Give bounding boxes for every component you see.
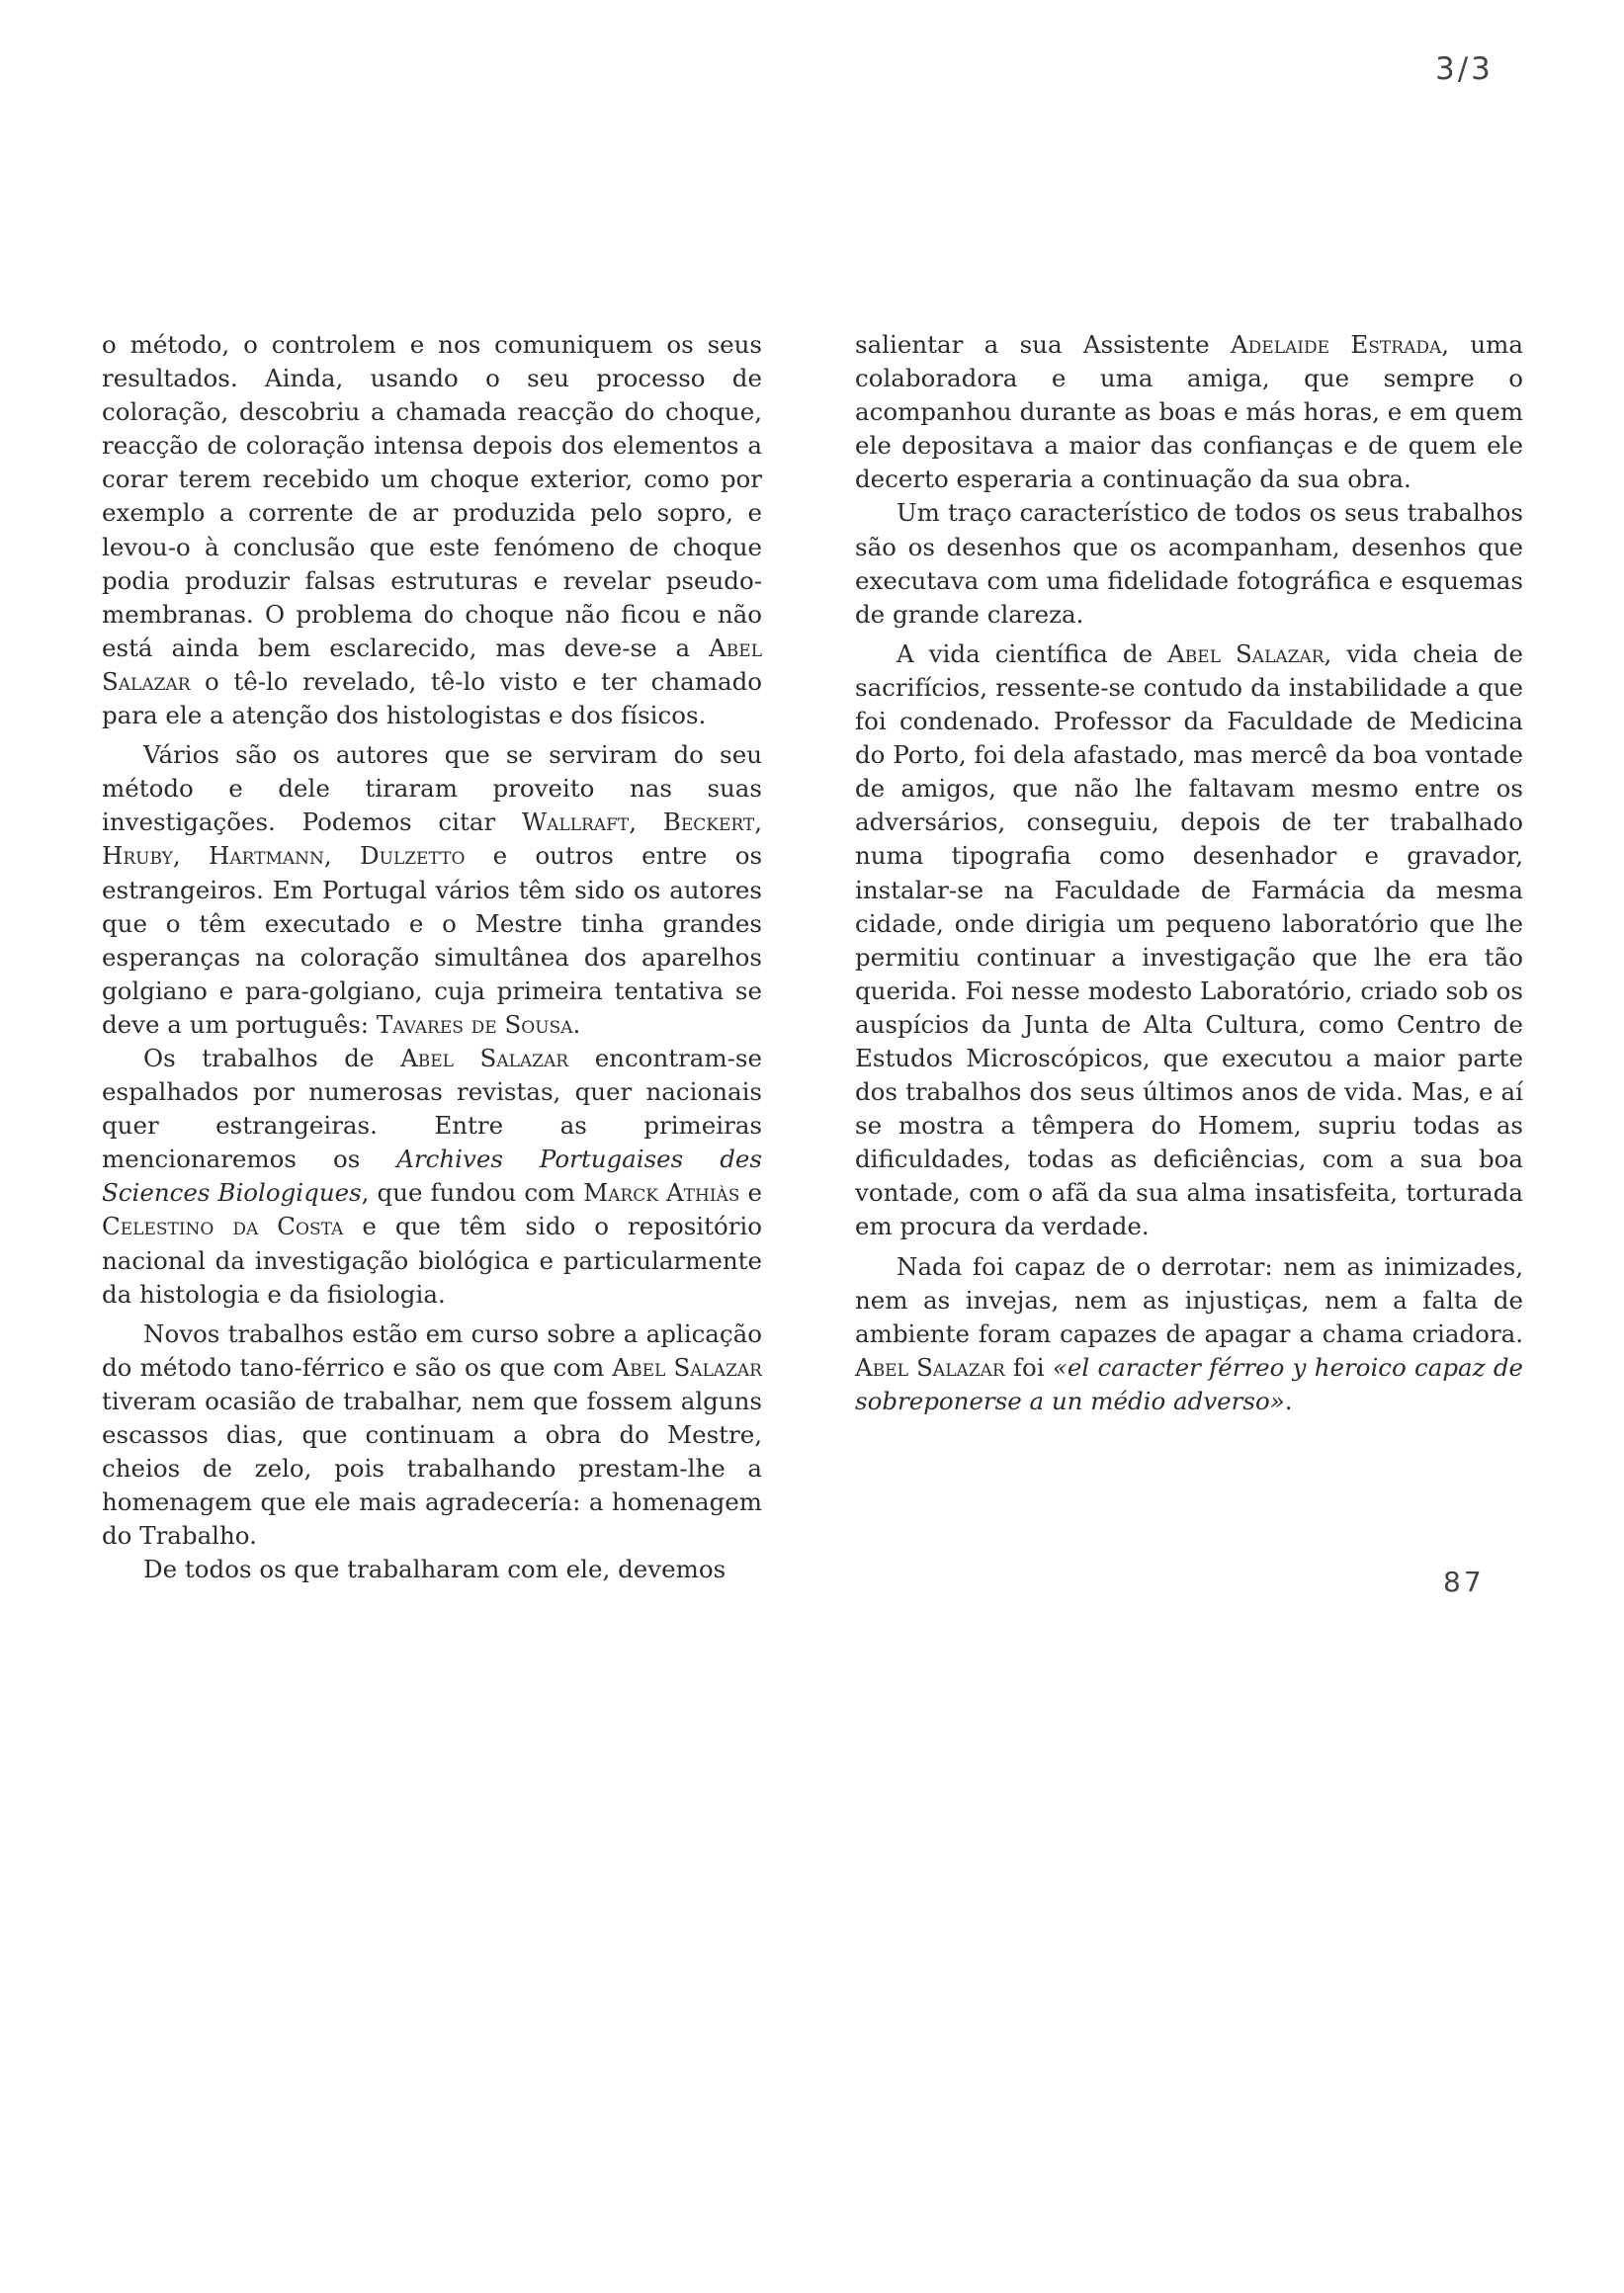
text-run: foi (1004, 1352, 1053, 1382)
paragraph (102, 1553, 762, 1586)
author-name: Wallraft (521, 807, 630, 837)
page-fraction: 3/3 (1435, 51, 1494, 87)
separator: , (754, 807, 762, 837)
text-run: o método, o controlem e nos comuniquem os seus resultados. Ainda, usando o seu processo de coloração, descobriu a chamada reacção do choque, reacção de coloração intensa depois dos elementos a corar terem recebido um choque exterior, como por exemplo a corrente de ar produzida pelo sopro, e levou-o à conclusão que este fenómeno de choque podia produzir falsas estruturas e revelar pseudo-membranas. O problema do choque não ficou e não está ainda bem esclarecido, mas deve-se a (102, 330, 762, 662)
paragraph (102, 738, 762, 1042)
paragraph (102, 1317, 762, 1554)
text-run: . (1284, 1386, 1293, 1415)
journal-title: Archives Portugaises des Sciences Biologiques (102, 1145, 762, 1208)
quotation: «el caracter férreo y heroico capaz de sobreponerse a un médio adverso» (855, 1352, 1524, 1415)
author-name: Abel Salazar (102, 633, 762, 696)
left-column (102, 328, 762, 1586)
page-number: 87 (1443, 1566, 1485, 1598)
right-column (855, 328, 1523, 1418)
text-run: A vida científica de (897, 638, 1168, 668)
text-run: Novos trabalhos estão em curso sobre a aplicação do método tano-férrico e são os que com (102, 1318, 762, 1382)
author-name: Abel Salazar (400, 1043, 569, 1072)
paragraph (855, 1250, 1523, 1418)
text-run: De todos os que trabalharam com ele, devemos (143, 1555, 727, 1584)
paragraph (102, 328, 762, 732)
text-run: . (572, 1009, 581, 1039)
author-name: Hruby (102, 841, 173, 871)
paragraph (102, 1042, 762, 1312)
text-run: Os trabalhos de (143, 1043, 401, 1072)
author-name: Beckert (662, 807, 755, 837)
author-name: Tavares de Sousa (376, 1009, 573, 1039)
text-run: , vida cheia de sacrifícios, ressente-se contudo da instabilidade a que foi condenado. Professor da Faculdade de Medicina do Porto, foi dela afastado, mas mercê da boa vontade de amigos, que não lhe faltavam mesmo entre os adversários, conseguiu, depois de ter trabalhado numa tipografia como desenhador e gravador, instalar-se na Faculdade de Farmácia da mesma cidade, onde dirigia um pequeno laboratório que lhe permitiu continuar a investigação que lhe era tão querida. Foi nesse modesto Laboratório, criado sob os auspícios da Junta de Alta Cultura, como Centro de Estudos Microscópicos, que executou a maior parte dos trabalhos dos seus últimos anos de vida. Mas, e aí se mostra a têmpera do Homem, supriu todas as dificuldades, todas as deficiências, com a sua boa vontade, com o afã da sua alma insatisfeita, torturada em procura da verdade. (855, 638, 1523, 1241)
separator: , (172, 841, 209, 871)
author-name: Dulzetto (359, 841, 466, 871)
text-run: tiveram ocasião de trabalhar, nem que fossem alguns escassos dias, que continuam a obra do Mestre, cheios de zelo, pois trabalhando prestam-lhe a homenagem que ele mais agradecería: a homenagem do Trabalho. (102, 1386, 762, 1551)
text-run: , uma colaboradora e uma amiga, que sempre o acompanhou durante as boas e más horas, e em quem ele depositava a maior das confianças e de quem ele decerto esperaria a continuação da sua obra. (855, 330, 1523, 494)
text-run: e que têm sido o repositório nacional da investigação biológica e particularmente da histologia e da fisiologia. (102, 1212, 762, 1309)
text-run: e outros entre os estrangeiros. Em Portugal vários têm sido os autores que o têm executado e o Mestre tinha grandes esperanças na coloração simultânea dos aparelhos golgiano e para-golgiano, cuja primeira tentativa se deve a um português: (102, 841, 763, 1039)
text-run: Um traço característico de todos os seus trabalhos são os desenhos que os acompanham, desenhos que executava com uma fidelidade fotográfica e esquemas de grande clareza. (855, 498, 1523, 629)
author-name: Hartmann (208, 841, 324, 871)
text-run: encontram-se espalhados por numerosas revistas, quer nacionais quer estrangeiras. Entre as primeiras mencionaremos os (102, 1043, 762, 1174)
author-name: Abel Salazar (855, 1352, 1005, 1382)
text-run: o tê-lo revelado, tê-lo visto e ter chamado para ele a atenção dos histologistas e dos físicos. (102, 666, 762, 730)
text-run: Vários são os autores que se serviram do seu método e dele tiraram proveito nas suas investigações. Podemos citar (102, 740, 762, 837)
text-run: , que fundou com (361, 1178, 584, 1208)
text-run: Nada foi capaz de o derrotar: nem as inimizades, nem as invejas, nem as injustiças, nem a falta de ambiente foram capazes de apagar a chama criadora. (855, 1251, 1523, 1348)
author-name: Celestino da Costa (102, 1212, 344, 1241)
paragraph (855, 496, 1523, 631)
author-name: Abel Salazar (612, 1352, 762, 1382)
author-name: Adelaide Estrada (1230, 330, 1442, 359)
separator: , (323, 841, 360, 871)
text-run: e (739, 1178, 762, 1208)
separator: , (629, 807, 663, 837)
text-run: salientar a sua Assistente (855, 330, 1231, 359)
paragraph (855, 328, 1523, 496)
paragraph (855, 637, 1523, 1244)
author-name: Marck Athiàs (583, 1178, 740, 1208)
author-name: Abel Salazar (1167, 638, 1325, 668)
